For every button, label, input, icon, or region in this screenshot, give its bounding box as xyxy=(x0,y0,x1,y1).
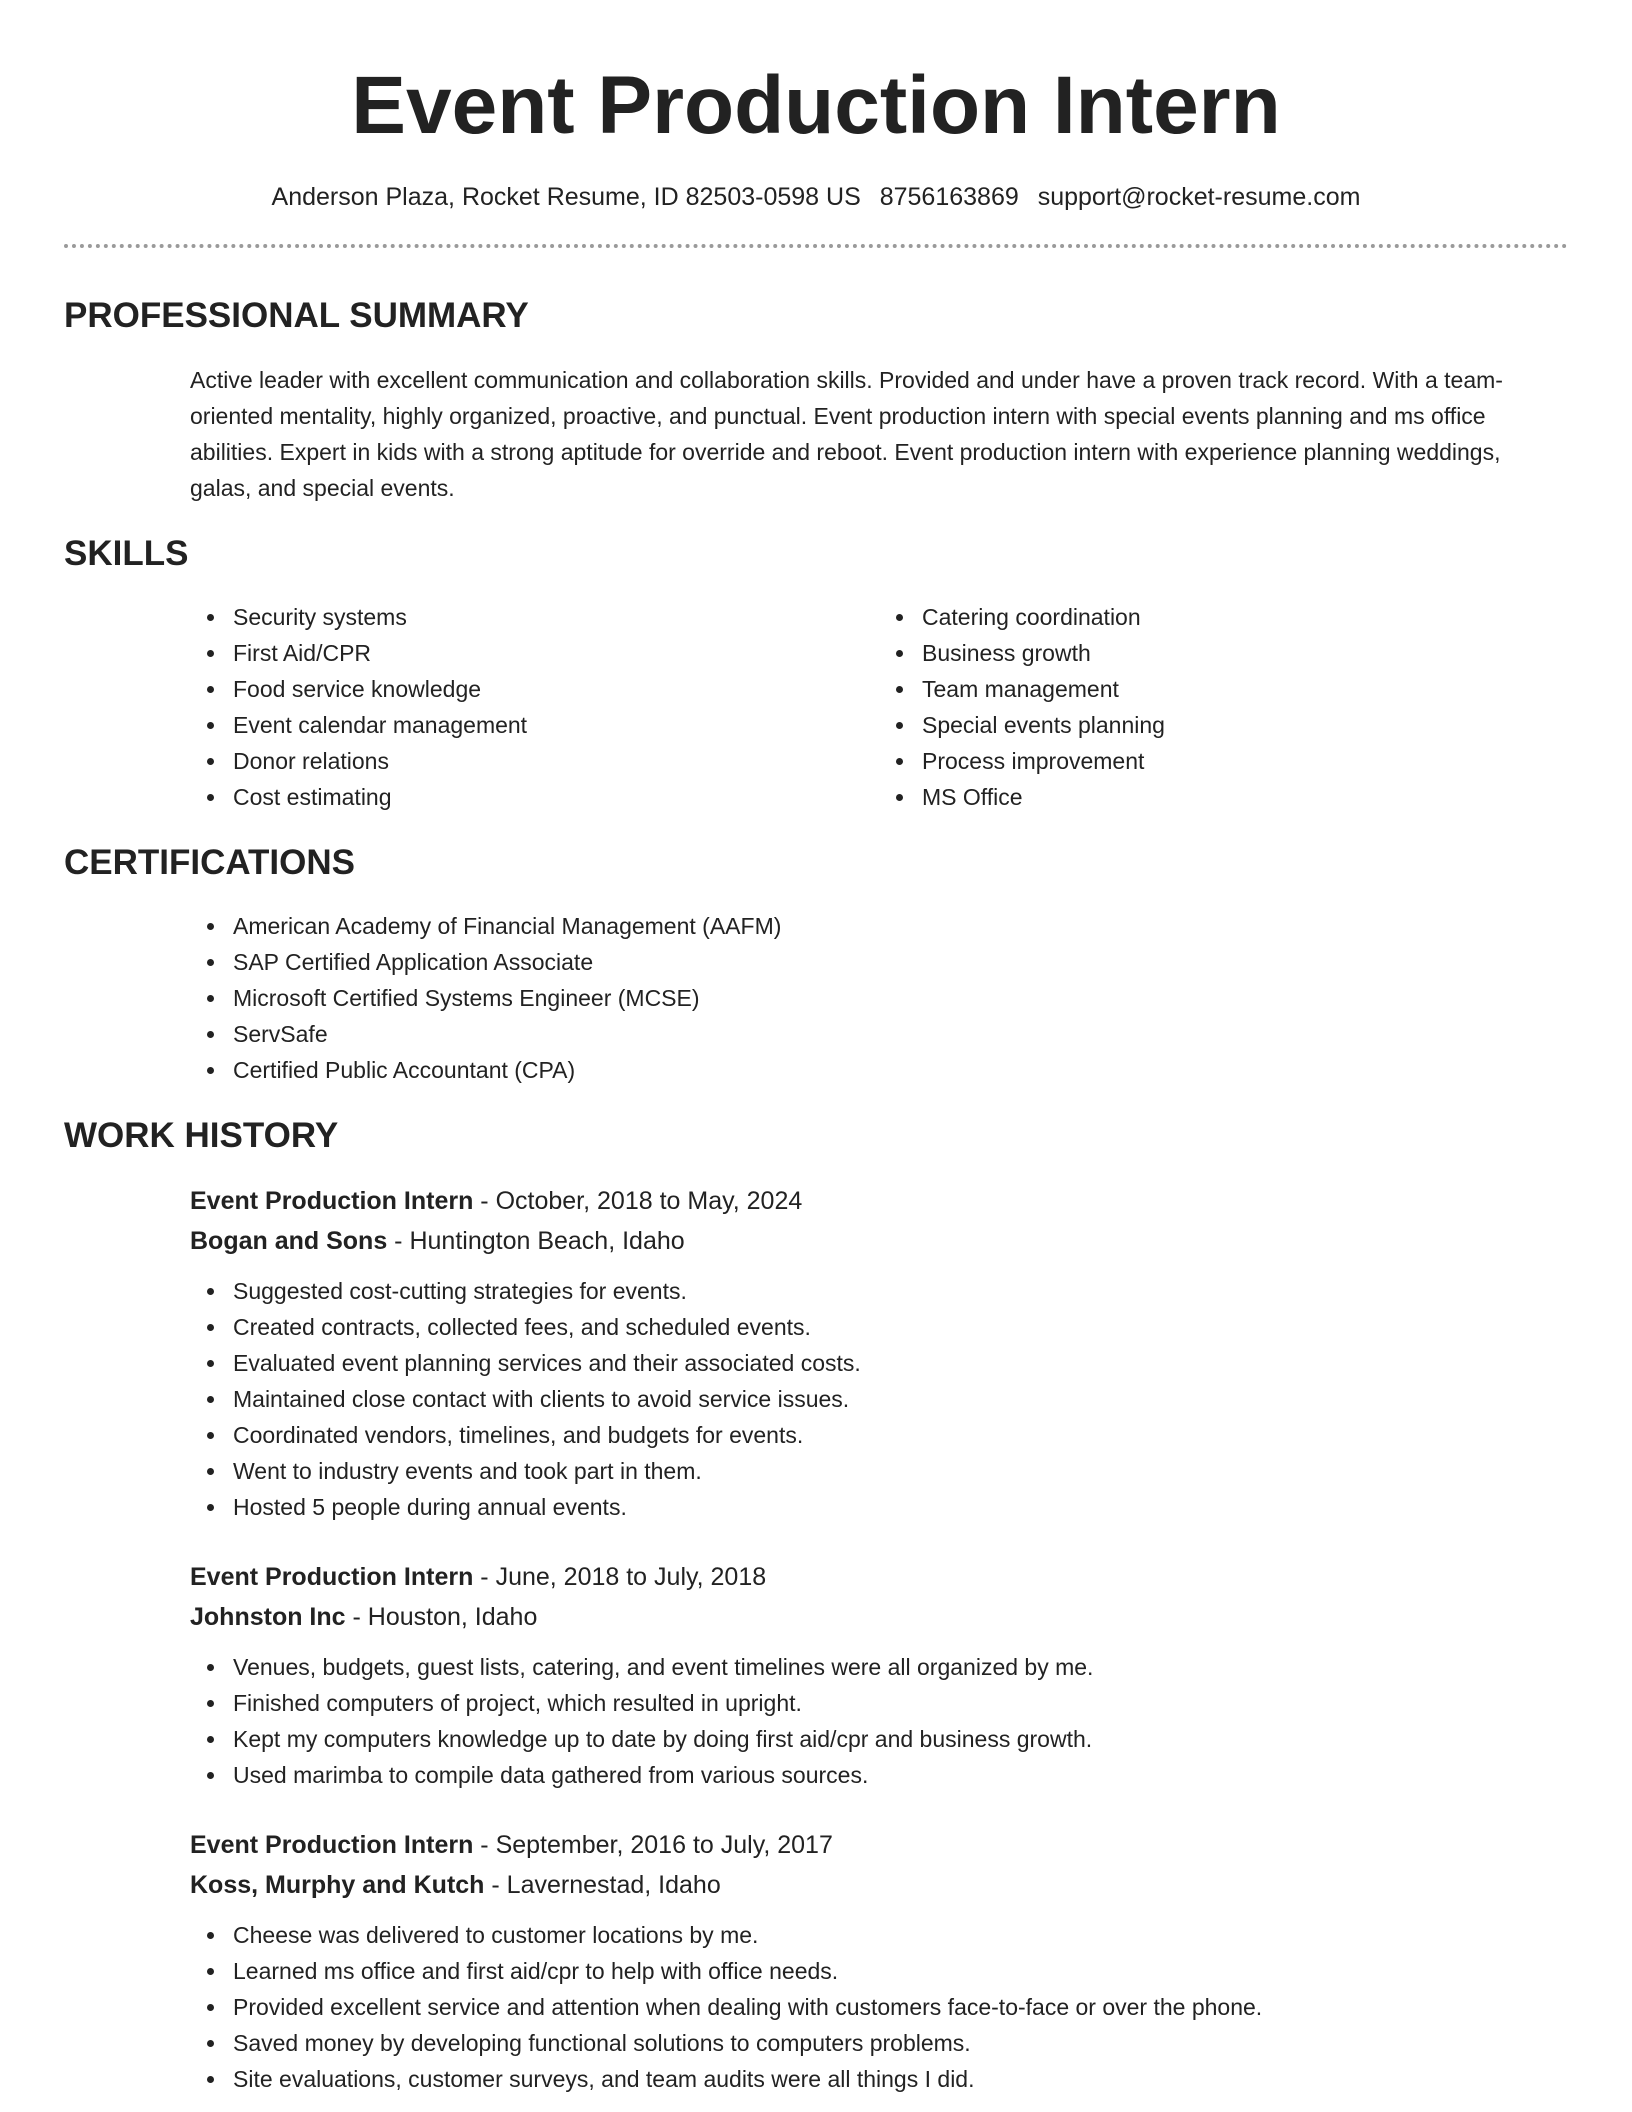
summary-text: Active leader with excellent communication and collaboration skills. Provided and under have a proven track record. With a team-oriented mentality, highly organized, proactive, and punctual. Event production intern with special events planning and ms office abilities. Expert in kids with a strong aptitude for override and reboot. Event production intern with experience planning weddings, galas, and special events. xyxy=(190,367,1503,501)
job-location: - Houston, Idaho xyxy=(345,1603,538,1631)
certification-item: American Academy of Financial Management (AAFM) xyxy=(233,908,1568,944)
skill-item: Business growth xyxy=(922,635,1568,671)
skill-item: Team management xyxy=(922,671,1568,707)
job-bullet: Finished computers of project, which resulted in upright. xyxy=(233,1685,1568,1721)
contact-line xyxy=(64,182,1568,212)
job-dates: - September, 2016 to July, 2017 xyxy=(473,1831,833,1859)
job-bullet-list xyxy=(190,1273,1568,1525)
skill-item: Cost estimating xyxy=(233,779,879,815)
certification-item: SAP Certified Application Associate xyxy=(233,944,1568,980)
job-entry xyxy=(190,1181,1568,1525)
job-bullet: Went to industry events and took part in them. xyxy=(233,1453,1568,1489)
job-bullet: Created contracts, collected fees, and scheduled events. xyxy=(233,1309,1568,1345)
work-history-section xyxy=(64,1116,1568,2097)
job-bullet: Hosted 5 people during annual events. xyxy=(233,1489,1568,1525)
job-dates: - October, 2018 to May, 2024 xyxy=(473,1187,803,1215)
skill-item: Process improvement xyxy=(922,743,1568,779)
job-company-line xyxy=(190,1221,1568,1261)
job-bullet: Venues, budgets, guest lists, catering, and event timelines were all organized by me. xyxy=(233,1649,1568,1685)
contact-phone: 8756163869 xyxy=(879,183,1019,211)
skill-item: Special events planning xyxy=(922,707,1568,743)
certification-item: Certified Public Accountant (CPA) xyxy=(233,1052,1568,1088)
job-title: Event Production Intern xyxy=(190,1187,474,1215)
job-location: - Huntington Beach, Idaho xyxy=(387,1227,685,1255)
job-title-line xyxy=(190,1557,1568,1597)
skill-item: First Aid/CPR xyxy=(233,635,879,671)
certifications-section xyxy=(64,843,1568,1088)
job-bullet: Provided excellent service and attention when dealing with customers face-to-face or over the phone. xyxy=(233,1989,1568,2025)
contact-email: support@rocket-resume.com xyxy=(1037,183,1361,211)
job-title: Event Production Intern xyxy=(190,1831,474,1859)
skills-grid xyxy=(190,599,1568,815)
section-heading-work-history: WORK HISTORY xyxy=(64,1116,339,1155)
job-title: Event Production Intern xyxy=(190,1563,474,1591)
section-heading-certifications: CERTIFICATIONS xyxy=(64,843,356,882)
job-bullet: Cheese was delivered to customer locations by me. xyxy=(233,1917,1568,1953)
header-divider xyxy=(64,244,1568,248)
skill-item: Donor relations xyxy=(233,743,879,779)
job-dates: - June, 2018 to July, 2018 xyxy=(473,1563,767,1591)
job-company-line xyxy=(190,1597,1568,1637)
job-bullet-list xyxy=(190,1649,1568,1793)
skill-item: Catering coordination xyxy=(922,599,1568,635)
job-bullet-list xyxy=(190,1917,1568,2097)
certification-item: ServSafe xyxy=(233,1016,1568,1052)
skill-item: Security systems xyxy=(233,599,879,635)
job-bullet: Kept my computers knowledge up to date by doing first aid/cpr and business growth. xyxy=(233,1721,1568,1757)
job-company: Bogan and Sons xyxy=(190,1227,388,1255)
skill-item: Food service knowledge xyxy=(233,671,879,707)
professional-summary-section xyxy=(64,296,1568,506)
job-bullet: Maintained close contact with clients to avoid service issues. xyxy=(233,1381,1568,1417)
certification-item: Microsoft Certified Systems Engineer (MCSE) xyxy=(233,980,1568,1016)
resume-title: Event Production Intern xyxy=(351,60,1281,151)
skill-item: Event calendar management xyxy=(233,707,879,743)
skills-list-left xyxy=(190,599,879,815)
job-bullet: Coordinated vendors, timelines, and budgets for events. xyxy=(233,1417,1568,1453)
job-title-line xyxy=(190,1181,1568,1221)
job-location: - Lavernestad, Idaho xyxy=(484,1871,721,1899)
job-bullet: Used marimba to compile data gathered from various sources. xyxy=(233,1757,1568,1793)
job-company: Koss, Murphy and Kutch xyxy=(190,1871,485,1899)
contact-address: Anderson Plaza, Rocket Resume, ID 82503-0598 US xyxy=(271,183,861,211)
job-title-line xyxy=(190,1825,1568,1865)
skills-list-right xyxy=(879,599,1568,815)
certifications-list xyxy=(190,908,1568,1088)
section-heading-skills: SKILLS xyxy=(64,534,189,573)
job-entry xyxy=(190,1825,1568,2097)
skill-item: MS Office xyxy=(922,779,1568,815)
job-bullet: Site evaluations, customer surveys, and team audits were all things I did. xyxy=(233,2061,1568,2097)
skills-section xyxy=(64,534,1568,815)
job-company-line xyxy=(190,1865,1568,1905)
job-bullet: Saved money by developing functional solutions to computers problems. xyxy=(233,2025,1568,2061)
job-bullet: Learned ms office and first aid/cpr to help with office needs. xyxy=(233,1953,1568,1989)
job-bullet: Evaluated event planning services and their associated costs. xyxy=(233,1345,1568,1381)
job-entry xyxy=(190,1557,1568,1793)
job-company: Johnston Inc xyxy=(190,1603,346,1631)
job-bullet: Suggested cost-cutting strategies for events. xyxy=(233,1273,1568,1309)
section-heading-summary: PROFESSIONAL SUMMARY xyxy=(64,296,529,335)
